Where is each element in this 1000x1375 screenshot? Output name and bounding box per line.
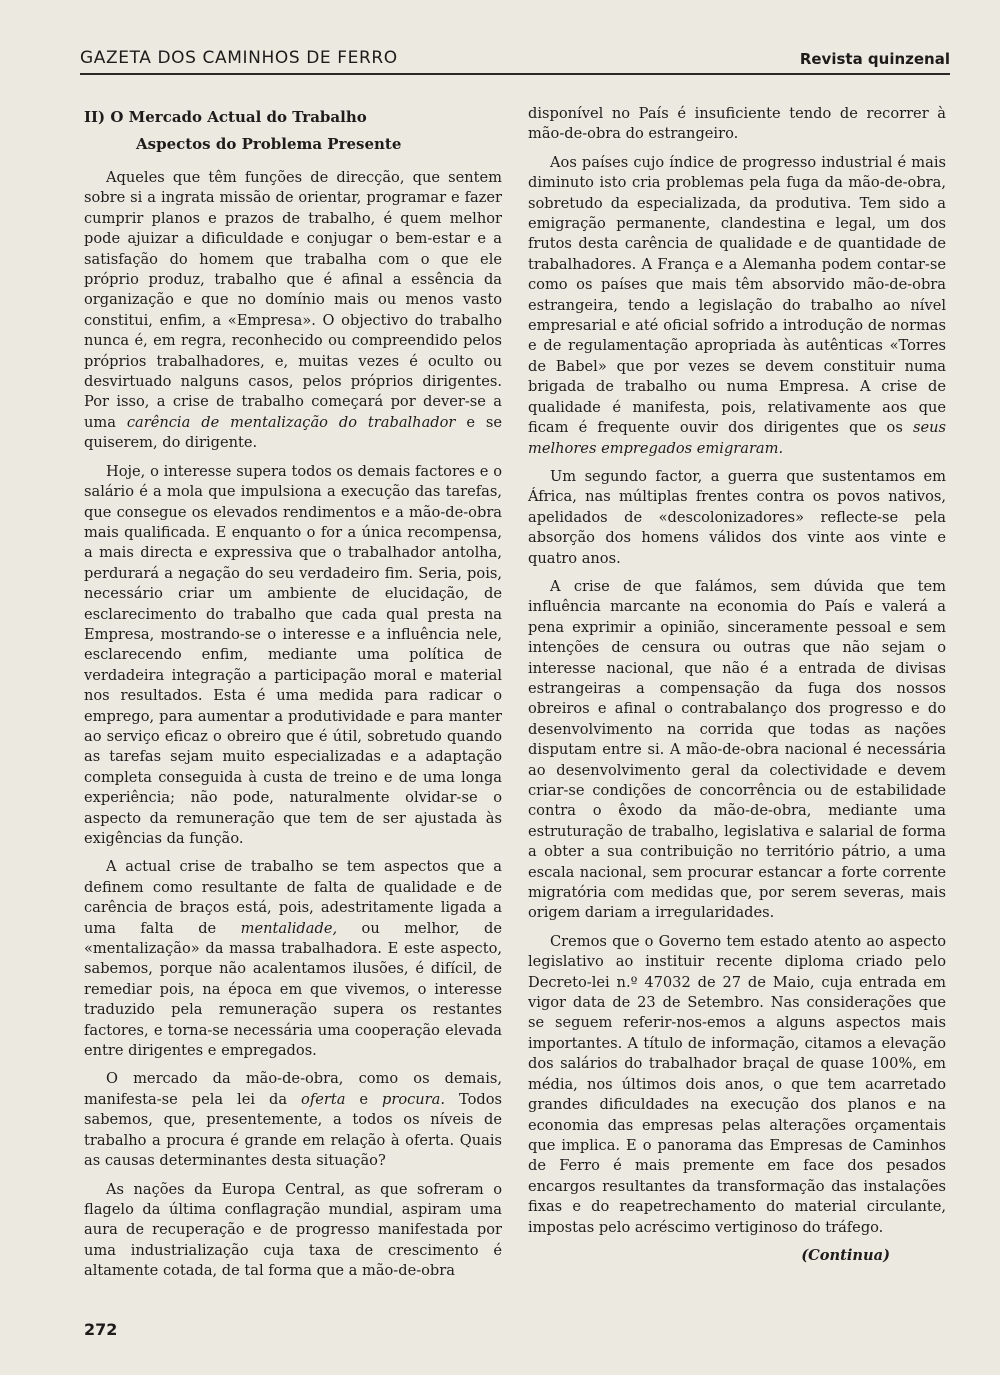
article-paragraph	[528, 104, 946, 145]
paragraph-text: O mercado da mão-de-obra, como os demais, manifesta-se pela lei da	[84, 1070, 502, 1108]
left-column	[84, 104, 502, 1290]
header-rule	[80, 73, 950, 75]
publication-subtitle: Revista quinzenal	[799, 50, 950, 68]
article-paragraph	[528, 577, 946, 924]
paragraph-text: Aos países cujo índice de progresso industrial é mais diminuto isto cria problemas pela fuga da mão-de-obra, sobretudo da especializada, da produtiva. Tem sido a emigração permanente, clandestina e legal, um dos frutos desta carência de qualidade e de quantidade de trabalhadores. A França e a Alemanha podem contar-se como os países que mais têm absorvido mão-de-obra estrangeira, tendo a legislação do trabalho ao nível empresarial e até oficial sofrido a introdução de normas e de regulamentação apropriada às autênticas «Torres de Babel» que por vezes se devem constituir numa brigada de trabalho ou numa Empresa. A crise de qualidade é manifesta, pois, relativamente aos que ficam é frequente ouvir dos dirigentes que os	[528, 153, 946, 437]
paragraph-text: e	[345, 1090, 382, 1108]
article-paragraph	[528, 153, 946, 459]
article-paragraph	[84, 168, 502, 454]
right-column-body	[528, 104, 946, 1238]
right-column	[528, 104, 946, 1266]
page-number: 272	[84, 1320, 118, 1339]
emphasis-text: carência de mentalização do trabalhador	[126, 413, 456, 431]
publication-title: GAZETA DOS CAMINHOS DE FERRO	[80, 48, 398, 68]
paragraph-text: Aqueles que têm funções de direcção, que sentem sobre si a ingrata missão de orientar, programar e fazer cumprir planos e prazos de trabalho, é quem melhor pode ajuizar a dificuldade e conjugar o bem-estar e a satisfação do homem que trabalha com o que ele próprio produz, trabalho que é afinal a essência da organização e que no domínio mais ou menos vasto constitui, enfim, a «Empresa». O objectivo do trabalho nunca é, em regra, reconhecido ou compreendido pelos próprios trabalhadores, e, muitas vezes é oculto ou desvirtuado nalguns casos, pelos próprios dirigentes. Por isso, a crise de trabalho começará por dever-se a uma	[84, 169, 502, 431]
emphasis-text: procura.	[382, 1090, 445, 1108]
paragraph-text: Hoje, o interesse supera todos os demais factores e o salário é a mola que impulsiona a execução das tarefas, que consegue os elevados rendimentos e a mão-de-obra mais qualificada. E enquanto o for a única recompensa, a mais directa e expressiva que o trabalhador antolha, perdurará a negação do seu verdadeiro fim. Seria, pois, necessário criar um ambiente de elucidação, de esclarecimento do trabalho que cada qual presta na Empresa, mostrando-se o interesse e a influência nele, esclarecendo enfim, mediante uma política de verdadeira integração a participação moral e material nos resultados. Esta é uma medida para radicar o emprego, para aumentar a produtividade e para manter ao serviço eficaz o obreiro que é útil, sobretudo quando as tarefas sejam muito especializadas e a adaptação completa conseguida à custa de treino e de uma longa experiência; não pode, naturalmente olvidar-se o aspecto da remuneração que tem de ser ajustada às exigências da função.	[84, 462, 502, 847]
left-column-body	[84, 168, 502, 1282]
emphasis-text: mentalidade,	[240, 919, 338, 937]
heading-line-1: II) O Mercado Actual do Trabalho	[84, 108, 367, 126]
article-paragraph	[528, 932, 946, 1238]
running-head	[80, 46, 950, 74]
article-paragraph	[84, 462, 502, 850]
paragraph-text: As nações da Europa Central, as que sofreram o flagelo da última conflagração mundial, aspiram uma aura de recuperação e de progresso manifestada por uma industrialização cuja taxa de crescimento é altamente cotada, de tal forma que a mão-de-obra	[84, 1180, 502, 1280]
article-paragraph	[84, 1180, 502, 1282]
article-heading	[84, 104, 502, 158]
paragraph-text: A crise de que falámos, sem dúvida que tem influência marcante na economia do País e valerá a pena exprimir a opinião, sinceramente pessoal e sem intenções de censura ou outras que não sejam o interesse nacional, que não é a entrada de divisas estrangeiras a compensação da fuga dos nossos obreiros e afinal o contrabalanço dos progresso e do desenvolvimento na corrida que todas as nações disputam entre si. A mão-de-obra nacional é necessária ao desenvolvimento geral da colectividade e devem criar-se condições de concorrência ou de estabilidade contra o êxodo da mão-de-obra, mediante uma estruturação de trabalho, legislativa e salarial de forma a obter a sua contribuição no território pátrio, a uma escala nacional, sem procurar estancar a forte corrente migratória com medidas que, por serem severas, mais origem dariam a irregularidades.	[528, 577, 946, 922]
paragraph-text: Um segundo factor, a guerra que sustentamos em África, nas múltiplas frentes contra os povos nativos, apelidados de «descolonizadores» reflecte-se pela absorção dos homens válidos dos vinte aos vinte e quatro anos.	[528, 467, 946, 567]
paragraph-text: e se quiserem, do dirigente.	[84, 413, 503, 452]
continued-marker: (Continua)	[801, 1246, 890, 1264]
emphasis-text: seus melhores empregados emigraram.	[528, 419, 946, 457]
article-paragraph	[84, 857, 502, 1061]
emphasis-text: oferta	[301, 1090, 346, 1108]
paragraph-text: Cremos que o Governo tem estado atento ao aspecto legislativo ao instituir recente diploma criado pelo Decreto-lei n.º 47032 de 27 de Maio, cuja entrada em vigor data de 23 de Setembro. Nas considerações que se seguem referir-nos-emos a alguns aspectos mais importantes. A título de informação, citamos a elevação dos salários do trabalhador braçal de quase 100%, em média, nos últimos dois anos, o que tem acarretado grandes dificuldades na execução dos planos e na economia das empresas pelas alterações orçamentais que implica. E o panorama das Empresas de Caminhos de Ferro é mais premente em face dos pesados encargos resultantes da transformação das instalações fixas e do reapetrechamento do material circulante, impostas pelo acréscimo vertiginoso do tráfego.	[528, 932, 946, 1236]
article-paragraph	[84, 1069, 502, 1171]
heading-line-2: Aspectos do Problema Presente	[136, 135, 402, 153]
article-paragraph	[528, 467, 946, 569]
paragraph-text: disponível no País é insuficiente tendo de recorrer à mão-de-obra do estrangeiro.	[528, 105, 946, 143]
paragraph-text: Todos sabemos, que, presentemente, a todos os níveis de trabalho a procura é grande em relação à oferta. Quais as causas determinantes desta situação?	[84, 1090, 502, 1170]
paragraph-text: A actual crise de trabalho se tem aspectos que a definem como resultante de falta de qualidade e de carência de braços está, pois, adestritamente ligada a uma falta de	[84, 858, 502, 937]
paragraph-text: ou melhor, de «mentalização» da massa trabalhadora. E este aspecto, sabemos, porque não acalentamos ilusões, é difícil, de remediar pois, na época em que vivemos, o interesse traduzido pela remuneração supera os restantes factores, e torna-se necessária uma cooperação elevada entre dirigentes e empregados.	[84, 919, 502, 1060]
